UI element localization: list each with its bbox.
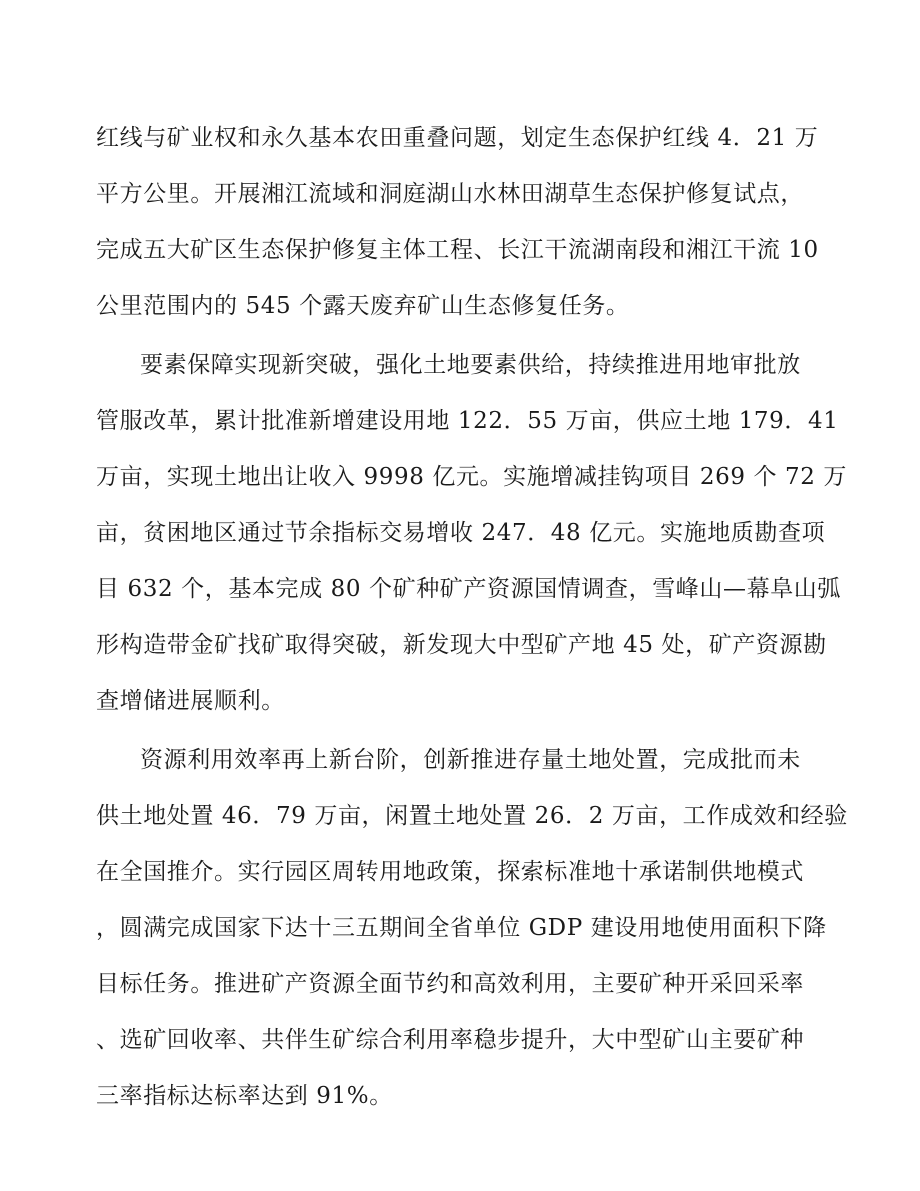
paragraph-line: 、选矿回收率、共伴生矿综合利用率稳步提升，大中型矿山主要矿种 <box>96 1027 804 1053</box>
paragraph-line: 万亩，实现土地出让收入 9998 亿元。实施增减挂钩项目 269 个 72 万 <box>96 464 847 490</box>
paragraph-ecological-protection <box>96 110 828 334</box>
paragraph-line: 目 632 个，基本完成 80 个矿种矿产资源国情调查，雪峰山—幕阜山弧 <box>96 576 842 602</box>
paragraph-line: 目标任务。推进矿产资源全面节约和高效利用，主要矿种开采回采率 <box>96 971 804 997</box>
paragraph-line: 形构造带金矿找矿取得突破，新发现大中型矿产地 45 处，矿产资源勘 <box>96 632 827 658</box>
paragraph-line: 三率指标达标率达到 91%。 <box>96 1083 393 1109</box>
paragraph-first-line: 资源利用效率再上新台阶，创新推进存量土地处置，完成批而未 <box>140 747 801 773</box>
paragraph-line: 管服改革，累计批准新增建设用地 122．55 万亩，供应土地 179．41 <box>96 408 839 434</box>
paragraph-line: 公里范围内的 545 个露天废弃矿山生态修复任务。 <box>96 293 630 319</box>
document-body <box>96 110 848 1124</box>
paragraph-line: 平方公里。开展湘江流域和洞庭湖山水林田湖草生态保护修复试点， <box>96 181 804 207</box>
paragraph-line: 在全国推介。实行园区周转用地政策，探索标准地十承诺制供地模式 <box>96 859 804 885</box>
paragraph-resource-efficiency <box>96 732 848 1124</box>
paragraph-line: 查增储进展顺利。 <box>96 688 285 714</box>
paragraph-first-line: 要素保障实现新突破，强化土地要素供给，持续推进用地审批放 <box>140 352 801 378</box>
paragraph-line: 供土地处置 46．79 万亩，闲置土地处置 26．2 万亩，工作成效和经验 <box>96 803 848 829</box>
paragraph-factor-guarantee <box>96 337 847 729</box>
paragraph-line: 完成五大矿区生态保护修复主体工程、长江干流湖南段和湘江干流 10 <box>96 237 819 263</box>
paragraph-line: ，圆满完成国家下达十三五期间全省单位 GDP 建设用地使用面积下降 <box>96 915 827 941</box>
paragraph-line: 亩，贫困地区通过节余指标交易增收 247．48 亿元。实施地质勘查项 <box>96 520 826 546</box>
paragraph-line: 红线与矿业权和永久基本农田重叠问题，划定生态保护红线 4．21 万 <box>96 125 819 151</box>
